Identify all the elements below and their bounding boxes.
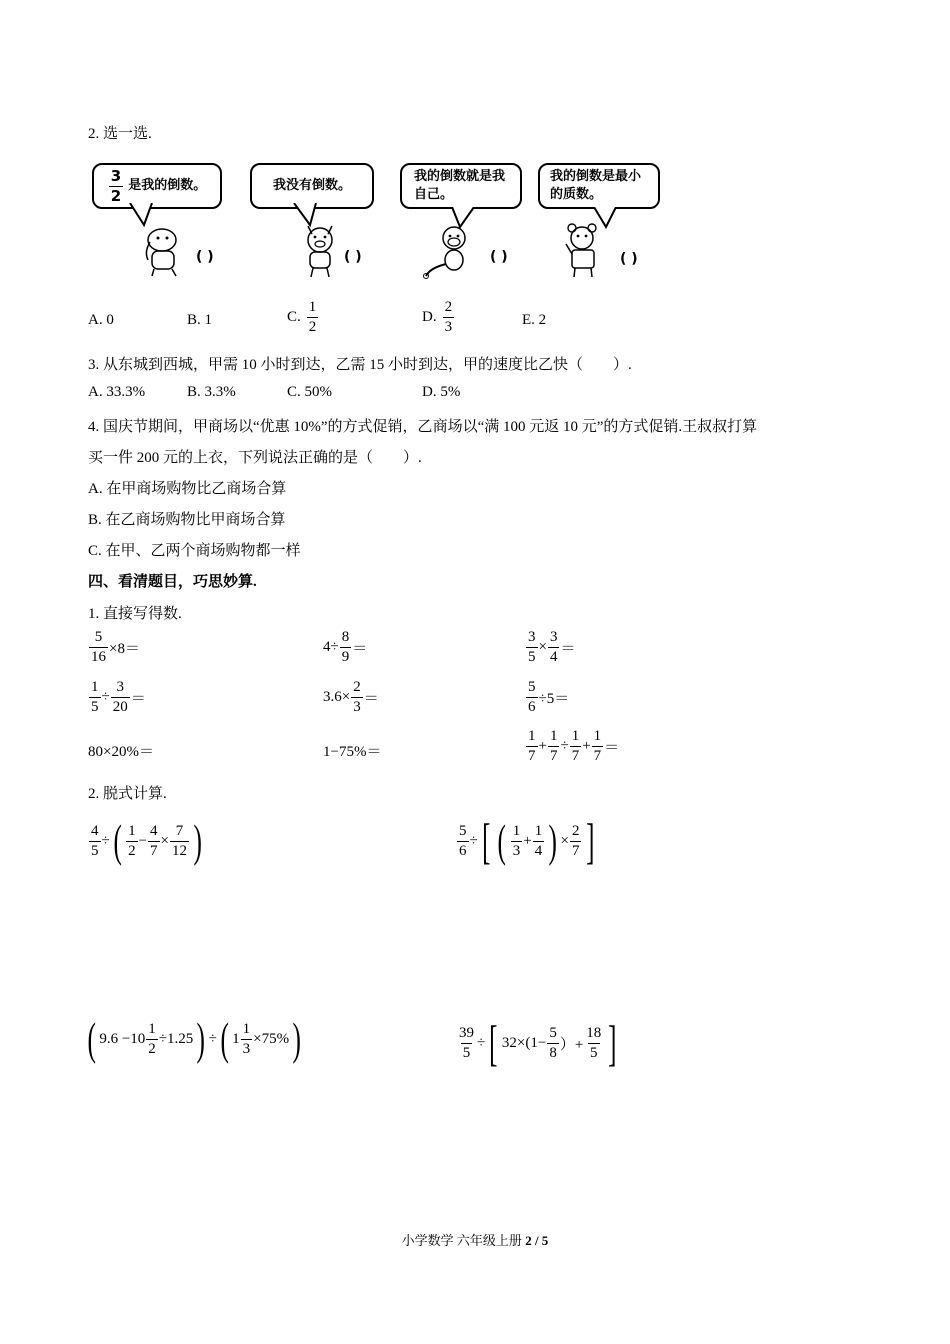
direct-expr-7: 80×20%＝ [88, 744, 154, 760]
calc-expr-1: $\frac{4}{5}$ ÷ ( $\frac{1}{2}$ − $\frac{4}{7}$ × $\frac{7}{12}$ ) [91, 815, 202, 866]
direct-expr-1: $\frac{5}{16}$ ×8＝ [91, 629, 140, 665]
q2-title: 2. 选一选. [88, 126, 152, 142]
q3-option-d: D. 5% [422, 384, 461, 400]
answer-blank-4[interactable]: ( ) [620, 251, 638, 267]
q2-option-c: C. $\frac{1}{2}$ [287, 299, 317, 335]
direct-expr-6: $\frac{5}{6}$ ÷5＝ [528, 679, 570, 715]
q2-option-d: D. $\frac{2}{3}$ [422, 299, 453, 335]
page-number: 2 / 5 [525, 1233, 549, 1248]
direct-expr-5: 3.6× $\frac{2}{3}$ ＝ [323, 679, 379, 715]
bubble4-line1: 我的倒数是最小 [550, 169, 642, 185]
q4-line2: 买一件 200 元的上衣，下列说法正确的是（ ）. [88, 450, 422, 466]
bubble1-fraction: $\frac{3}{2}$ [110, 166, 122, 205]
pig-icon [300, 222, 342, 280]
speech-bubble-4 [538, 163, 660, 209]
q4-option-a: A. 在甲商场购物比乙商场合算 [88, 481, 287, 497]
q4-option-b: B. 在乙商场购物比甲商场合算 [88, 512, 286, 528]
q3-option-a: A. 33.3% [88, 384, 146, 400]
calc-expr-4: $\frac{39}{5}$ ÷ [ 32×(1− $\frac{5}{8}$ ）+ $\frac{18}{5}$ ] [459, 1015, 617, 1071]
q2-option-e: E. 2 [522, 312, 547, 328]
direct-expr-9: $\frac{1}{7}$ + $\frac{1}{7}$ ÷ $\frac{1}{7}$ + $\frac{1}{7}$ ＝ [528, 728, 620, 764]
q2-option-a: A. 0 [88, 312, 114, 328]
answer-blank-2[interactable]: ( ) [344, 249, 362, 265]
calc-expr-3: ( 9.6 −10 $\frac{1}{2}$ ÷1.25 ) ÷ ( 1 $\frac{1}{3}$ ×75% ) [87, 1013, 302, 1064]
bubble3-line1: 我的倒数就是我 [414, 169, 506, 185]
calc-expr-2: $\frac{5}{6}$ ÷ [ ( $\frac{1}{3}$ + $\frac{1}{4}$ ) × $\frac{2}{7}$ ] [459, 813, 595, 869]
q3-option-c: C. 50% [287, 384, 332, 400]
elephant-icon [140, 226, 188, 278]
q2-option-b: B. 1 [187, 312, 213, 328]
bear-icon [560, 222, 606, 280]
direct-expr-8: 1−75%＝ [323, 744, 382, 760]
bubble1-text: 是我的倒数。 [128, 178, 207, 194]
bubble1-tail-icon [128, 203, 158, 227]
q4-line1: 4. 国庆节期间，甲商场以“优惠 10%”的方式促销，乙商场以“满 100 元返 10 元”的方式促销.王叔叔打算 [88, 419, 758, 435]
page-footer [0, 1230, 950, 1249]
direct-expr-4: $\frac{1}{5}$ ÷ $\frac{3}{20}$ ＝ [91, 679, 146, 715]
bubble4-line2: 的质数。 [550, 187, 603, 202]
bubble3-line2: 自己。 [414, 187, 454, 202]
section4-sub2: 2. 脱式计算. [88, 786, 167, 802]
footer-text: 小学数学 六年级上册 [401, 1233, 526, 1248]
section4-sub1: 1. 直接写得数. [88, 606, 182, 622]
monkey-icon [420, 224, 482, 280]
section4-heading: 四、看清题目，巧思妙算. [88, 574, 257, 590]
speech-bubble-3 [400, 163, 522, 209]
q3-option-b: B. 3.3% [187, 384, 236, 400]
direct-expr-2: 4÷ $\frac{8}{9}$ ＝ [323, 629, 368, 665]
bubble2-text: 我没有倒数。 [272, 178, 351, 194]
q4-option-c: C. 在甲、乙两个商场购物都一样 [88, 543, 301, 559]
answer-blank-1[interactable]: ( ) [196, 249, 214, 265]
answer-blank-3[interactable]: ( ) [490, 249, 508, 265]
q3-text: 3. 从东城到西城，甲需 10 小时到达，乙需 15 小时到达，甲的速度比乙快（ ）. [88, 357, 632, 373]
direct-expr-3: $\frac{3}{5}$ × $\frac{3}{4}$ ＝ [528, 629, 576, 665]
